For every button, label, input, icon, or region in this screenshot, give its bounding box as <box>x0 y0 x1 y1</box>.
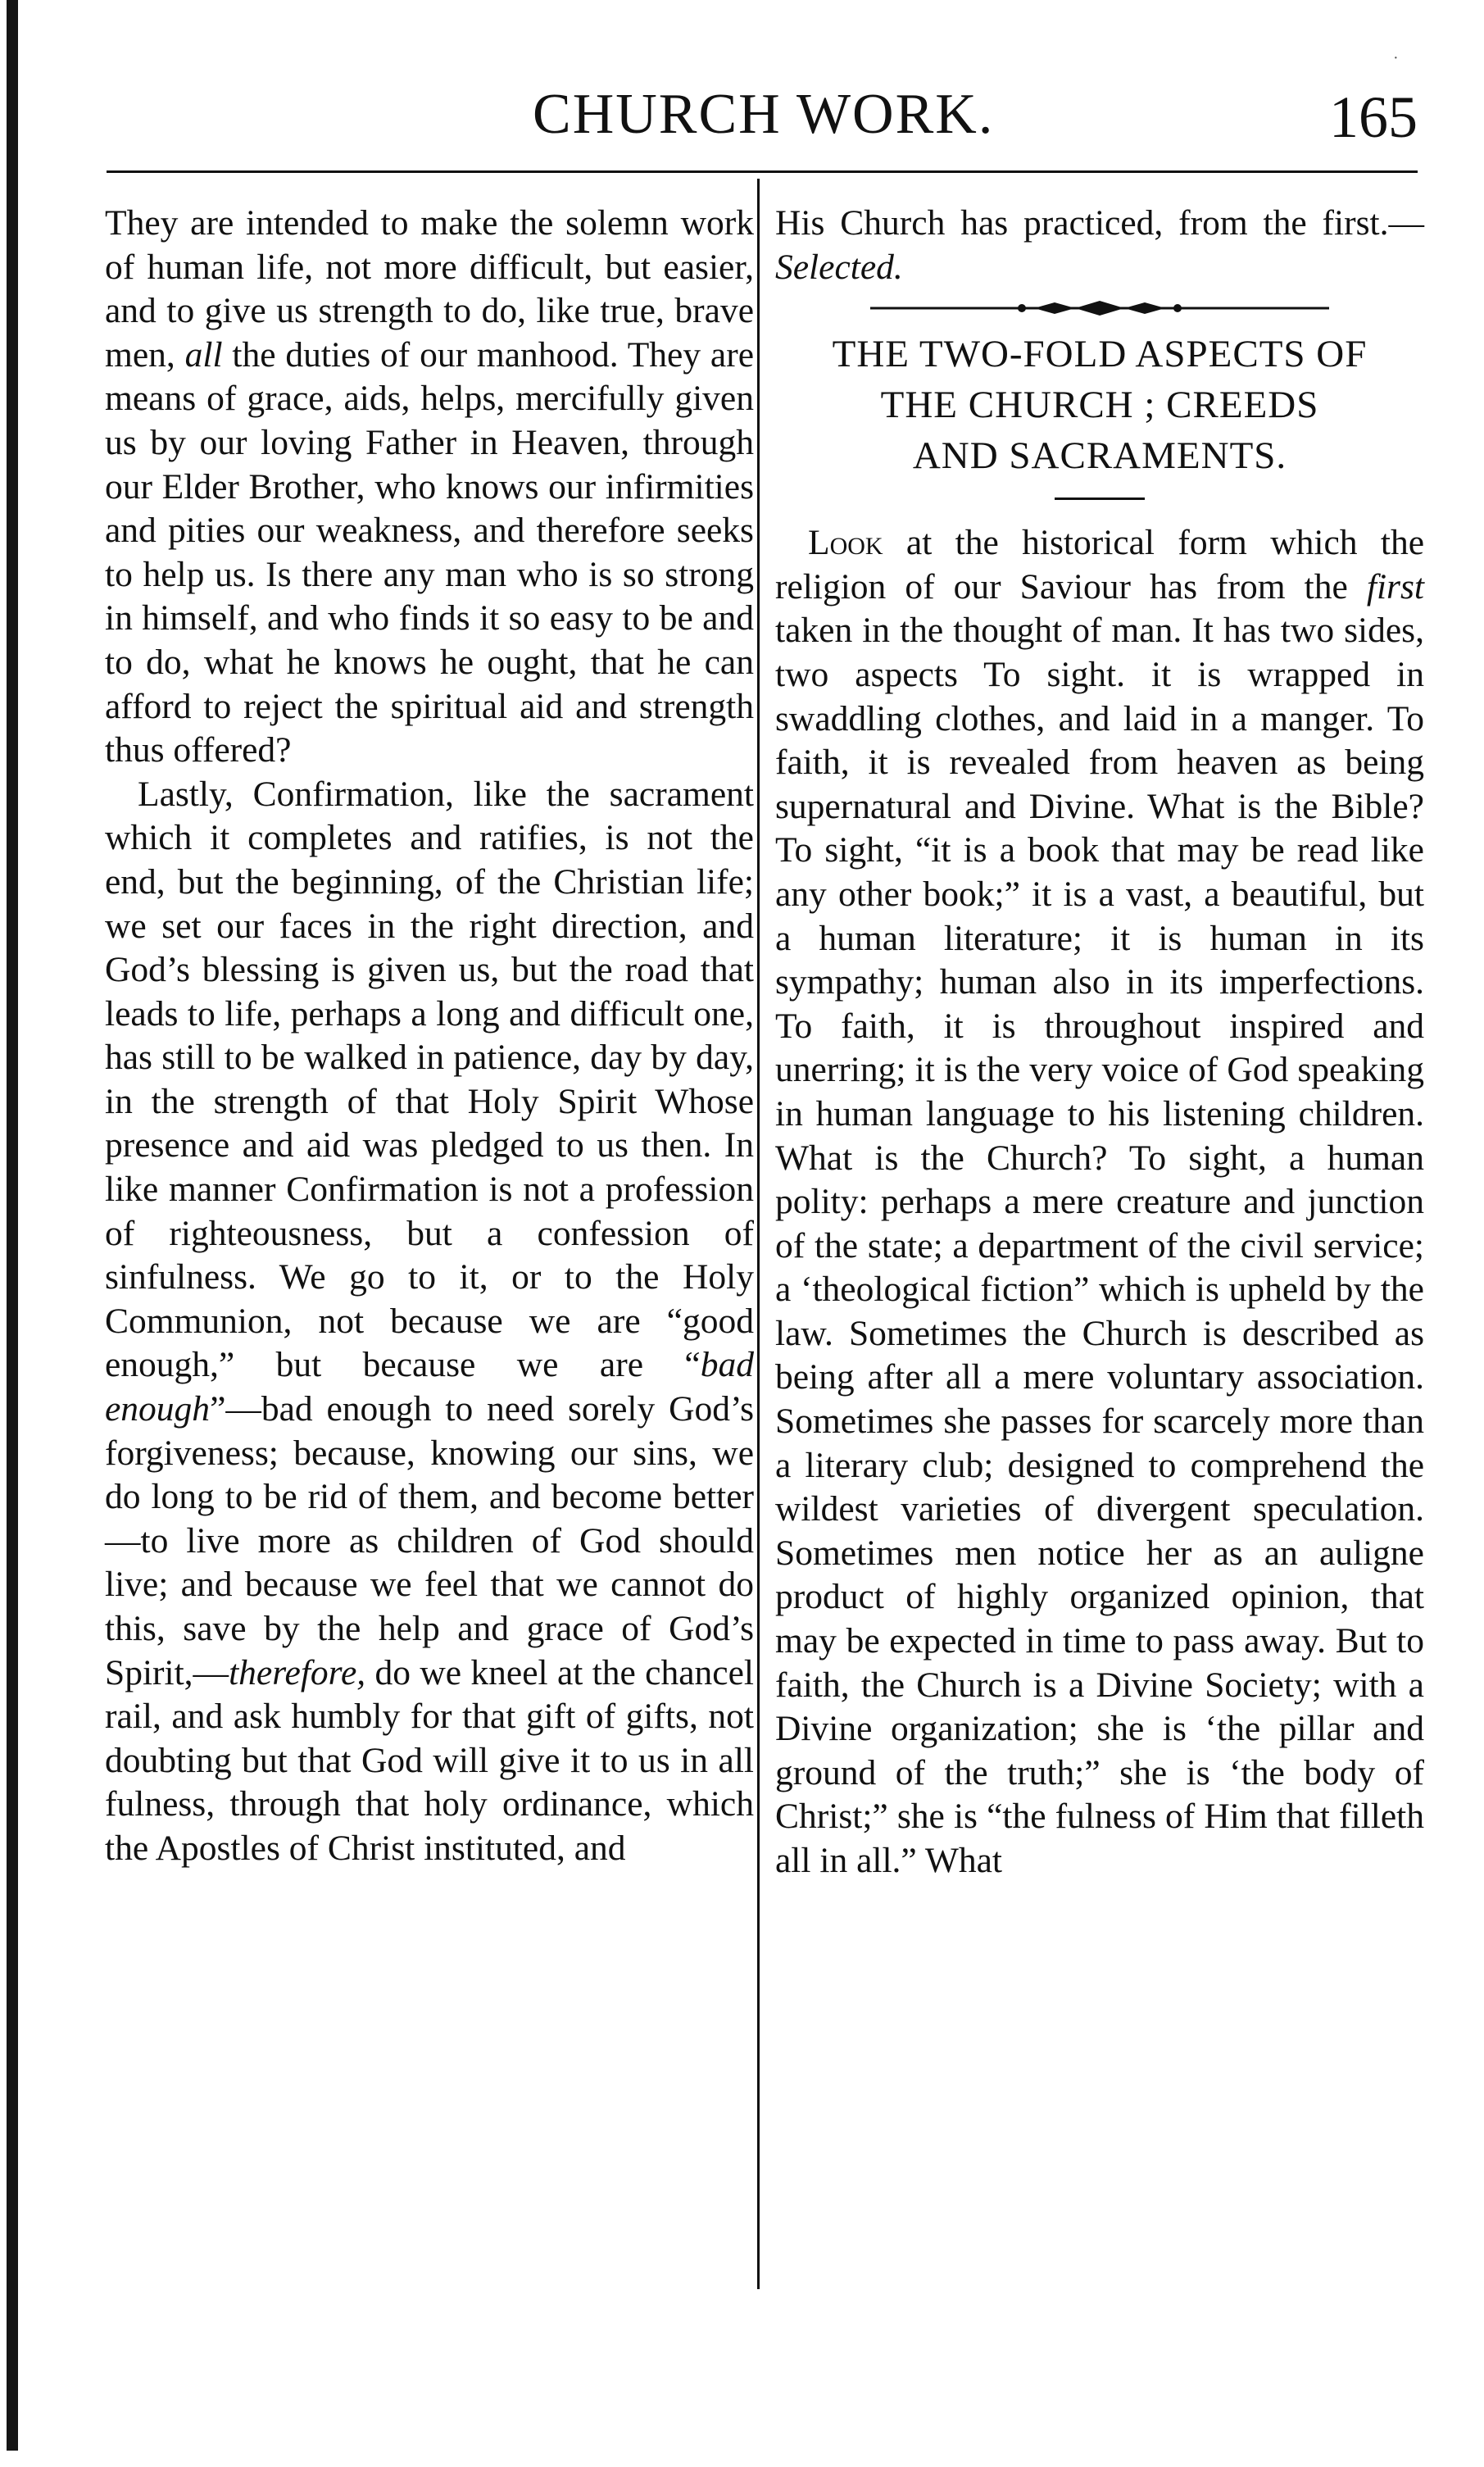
page-header <box>107 82 1418 164</box>
page-number: 165 <box>1329 84 1418 150</box>
page-binding-edge <box>7 0 18 2451</box>
speck-mark: · <box>1393 49 1399 67</box>
italic-emphasis: all <box>184 334 223 375</box>
ornamental-divider <box>870 296 1329 320</box>
opening-word: Look <box>808 523 883 563</box>
paragraph-text: taken in the thought of man. It has two sides, two aspects To sight. it is wrapped in swaddling clothes, and laid in a manger. To faith, it is revealed from heaven as being supernatural and Divine. What is the Bible? To sight, “it is a book that may be read like any other book;” it is a vast, a beautiful, but a human literature; it is human in its sympathy; human also in its imperfections. To faith, it is throughout inspired and unerring; it is the very voice of God speaking in human language to his listening children. What is the Church? To sight, a human polity: perhaps a mere creature and junction of the state; a department of the civil service; a ‘theological fiction” which is upheld by the law. Sometimes the Church is described as being after all a mere voluntary association. Sometimes she passes for scarcely more than a literary club; designed to comprehend the wildest varieties of divergent speculation. Sometimes men notice her as an auligne product of highly organized opinion, that may be expected in time to pass away. But to faith, the Church is a Divine Society; with a Divine organization; she is ‘the pillar and ground of the truth;” she is ‘the body of Christ;” she is “the fulness of Him that filleth all in all.” What <box>775 611 1424 1880</box>
previous-article-ending <box>775 202 1424 289</box>
article-title-line: THE CHURCH ; CREEDS <box>880 384 1319 427</box>
running-title: CHURCH WORK. <box>533 83 995 146</box>
paragraph-text: at the historical form which the religion of our Saviour has from the <box>775 523 1425 607</box>
article-body <box>775 521 1424 1883</box>
paragraph-text: the duties of our manhood. They are means of grace, aids, helps, mercifully given us by our loving Father in Heaven, through our Elder Brother, who knows our infirmities and pities our weakness, and therefore seeks to help us. Is there any man who is so strong in himself, and who finds it so easy to be and to do, what he knows he ought, that he can afford to reject the spiritual aid and strength thus offered? <box>105 334 755 770</box>
title-rule <box>1055 497 1145 500</box>
paragraph-text: Lastly, Confirmation, like the sacrament which it completes and ratifies, is not the end, but the beginning, of the Christian life; we set our faces in the right direction, and God’s blessing is given us, but the road that leads to life, perhaps a long and difficult one, has still to be walked in patience, day by day, in the strength of that Holy Spirit Whose presence and aid was pledged to us then. In like manner Confirmation is not a profession of righteousness, but a confession of sinfulness. We go to it, or to the Holy Communion, not because we are “good enough,” but because we are “ <box>105 774 754 1385</box>
paragraph-confirmation <box>105 773 754 1871</box>
column-divider <box>757 179 760 2289</box>
paragraph-text: do we kneel at the chancel rail, and ask humbly for that gift of gifts, not doubting but that God will give it to us in all fulness, through that holy ordinance, which the Apostles of Christ instituted, and <box>105 1652 754 1868</box>
paragraph-text: ”—bad enough to need sorely God’s forgiveness; because, knowing our sins, we do long to be rid of them, and become better —to live more as children of God should live; and because we feel that we cannot do this, save by the help and grace of God’s Spirit,— <box>105 1389 754 1692</box>
italic-emphasis: bad enough <box>105 1345 754 1429</box>
article-title-line: THE TWO-FOLD ASPECTS OF <box>832 333 1368 376</box>
paragraph-text: They are intended to make the solemn work of human life, not more difficult, but easier, and to give us strength to do, like true, brave men, <box>105 203 754 375</box>
paragraph-means-of-grace <box>105 202 754 773</box>
paragraph-text: His Church has practiced, from the first.— <box>775 203 1424 243</box>
attribution: Selected. <box>775 247 903 287</box>
italic-emphasis: therefore, <box>229 1652 366 1692</box>
header-rule <box>107 170 1418 173</box>
italic-emphasis: first <box>1366 566 1425 607</box>
article-title-line: AND SACRAMENTS. <box>912 434 1287 478</box>
left-column <box>105 202 754 1871</box>
right-column <box>775 202 1424 1883</box>
